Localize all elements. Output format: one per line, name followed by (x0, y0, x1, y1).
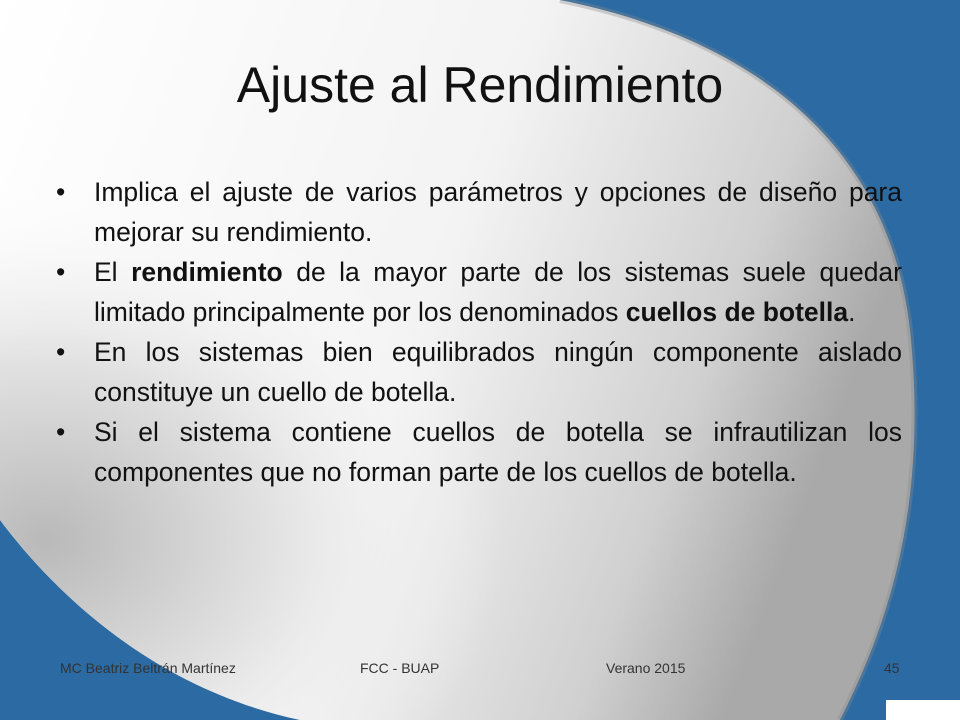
bullet-item (56, 412, 902, 492)
bullet-segment: En los sistemas bien equilibrados ningún componente aislado constituye un cuello de botella. (94, 337, 902, 407)
bullet-emphasis: cuellos de botella (625, 297, 849, 327)
corner-box (886, 700, 960, 720)
footer-organization: FCC - BUAP (360, 660, 440, 676)
footer-author: MC Beatriz Beltrán Martínez (60, 660, 236, 676)
bullet-text (94, 177, 902, 247)
bullet-segment: de la mayor parte de los sistemas suele quedar limitado principalmente por los denominados (94, 257, 902, 327)
bullet-dot-icon: • (56, 337, 66, 367)
bullet-list (56, 172, 902, 492)
bullet-text (94, 257, 902, 327)
bullet-dot-icon: • (56, 417, 66, 447)
bullet-dot-icon: • (56, 177, 66, 207)
slide-title: Ajuste al Rendimiento (236, 57, 724, 113)
bullet-segment: . (848, 297, 856, 327)
bullet-item (56, 252, 902, 332)
bullet-segment: El (94, 257, 132, 287)
bullet-dot-icon: • (56, 257, 66, 287)
bullet-item (56, 332, 902, 412)
footer-term: Verano 2015 (606, 660, 686, 676)
bullet-text (94, 417, 902, 487)
bullet-segment: Implica el ajuste de varios parámetros y opciones de diseño para mejorar su rendimiento. (94, 177, 902, 247)
bullet-emphasis: rendimiento (131, 257, 283, 287)
page-number: 45 (884, 660, 900, 676)
bullet-text (94, 337, 902, 407)
bullet-item (56, 172, 902, 252)
bullet-segment: Si el sistema contiene cuellos de botella se infrautilizan los componentes que no forman parte de los cuellos de botella. (94, 417, 902, 487)
